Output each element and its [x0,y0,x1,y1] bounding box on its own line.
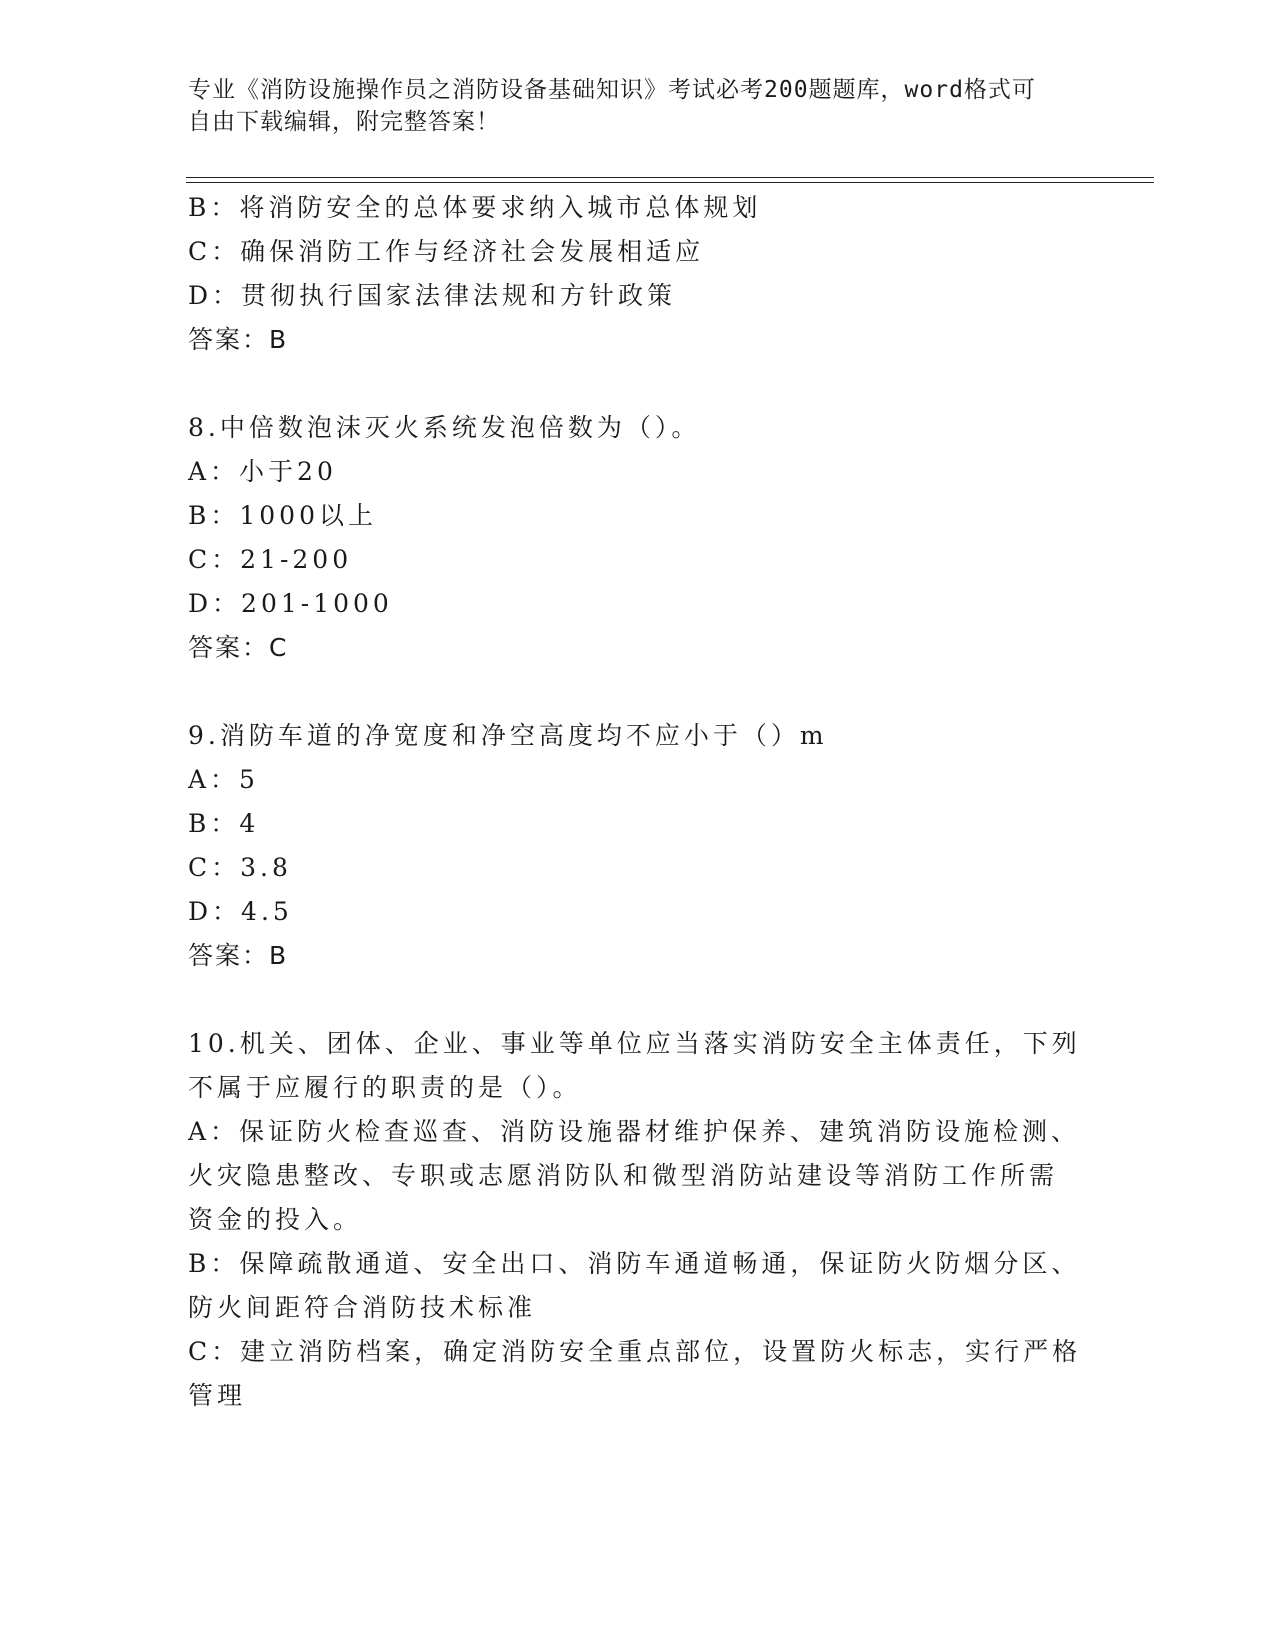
q10-question-line-2: 不属于应履行的职责的是（）。 [188,1073,582,1102]
q9-option-a: A：5 [188,765,259,794]
q9-answer: 答案：B [188,941,289,970]
header-line-2: 自由下载编辑，附完整答案！ [188,109,500,135]
q10-option-a-line-1: A：保证防火检查巡查、消防设施器材维护保养、建筑消防设施检测、 [188,1117,1081,1146]
q8-option-a: A：小于20 [188,457,337,486]
q10-option-b-line-2: 防火间距符合消防技术标准 [188,1293,537,1322]
document-header [188,74,1068,138]
q7-option-c: C：确保消防工作与经济社会发展相适应 [188,237,705,266]
q8-answer: 答案：C [188,633,289,662]
header-line-1: 专业《消防设施操作员之消防设备基础知识》考试必考200题题库，word格式可 [188,77,1036,103]
q10-option-b-line-1: B：保障疏散通道、安全出口、消防车通道畅通，保证防火防烟分区、 [188,1249,1081,1278]
q7-answer: 答案：B [188,325,289,354]
q8-option-d: D：201-1000 [188,589,393,618]
q9-option-d: D：4.5 [188,897,293,926]
q9-option-b: B：4 [188,809,260,838]
q8-option-c: C：21-200 [188,545,353,574]
q7-option-d: D：贯彻执行国家法律法规和方针政策 [188,281,677,310]
q7-option-b: B：将消防安全的总体要求纳入城市总体规划 [188,193,762,222]
header-divider-bottom [186,182,1154,183]
q8-option-b: B：1000以上 [188,501,377,530]
q10-option-a-line-2: 火灾隐患整改、专职或志愿消防队和微型消防站建设等消防工作所需 [188,1161,1059,1190]
q9-option-c: C：3.8 [188,853,292,882]
q10-option-c-line-1: C：建立消防档案，确定消防安全重点部位，设置防火标志，实行严格 [188,1337,1082,1366]
q10-option-c-line-2: 管理 [188,1381,247,1410]
q10-question-line-1: 10.机关、团体、企业、事业等单位应当落实消防安全主体责任，下列 [188,1029,1081,1058]
q10-option-a-line-3: 资金的投入。 [188,1205,363,1234]
q8-question: 8.中倍数泡沫灭火系统发泡倍数为（）。 [188,413,701,442]
q9-question: 9.消防车道的净宽度和净空高度均不应小于（）m [188,721,828,750]
header-divider-top [186,177,1154,178]
